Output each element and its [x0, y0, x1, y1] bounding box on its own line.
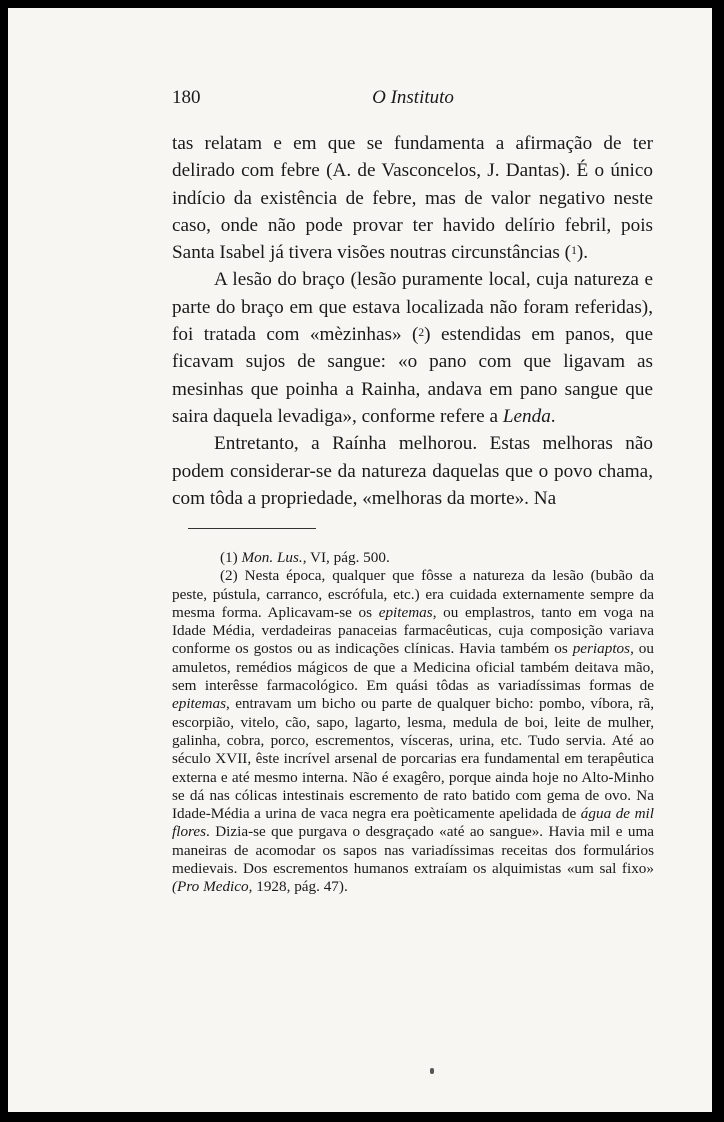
- footnote-2-text-b: , ou emplastros, tanto em voga na Idade Média, verdadeiras panaceias farmacêuticas, cuja composição variava conforme os gostos ou as indicações clínicas. Havia também os: [172, 603, 654, 658]
- paragraph-2: [172, 266, 653, 430]
- footnote-2-text-a: Nesta época, qualquer que fôsse a natureza da lesão (bubão da peste, pústula, carranco, escrófula, etc.) era cuidada externamente sempre da mesma forma. Aplicavam-se os: [172, 567, 655, 621]
- paragraph-2-text-c: .: [550, 405, 556, 427]
- footnote-2-marker: (2): [220, 567, 238, 585]
- page-header: [172, 87, 654, 113]
- paragraph-2-text-a: A lesão do braço (lesão puramente local, cuja natureza e parte do braço em que estava localizada não foram referidas), foi tratada com «mèzinhas» (: [172, 269, 653, 346]
- footnote-2-text-e: . Dizia-se que purgava o desgraçado «até ao sangue». Havia mil e uma maneiras de acomodar os sapos nas variadíssimas receitas dos formulários medievais. Dos escrementos humanos extraíam os alquimistas «um sal fixo»: [172, 823, 654, 878]
- paragraph-1: [172, 130, 653, 266]
- footnote-2-text-d: , entravam um bicho ou parte de qualquer bicho: pombo, víbora, rã, escorpião, vitelo, cão, sapo, lagarto, lesma, medula de boi, leite de mulher, galinha, cobra, porco, escrementos, vísceras, urina, etc. Tudo servia. Até ao século XVII, êste incrível arsenal de porcarias era fundamental em terapêutica externa e até mesmo interna. Não é exagêro, porque ainda hoje no Alto-Minho se dá nas cólicas intestinais escremento de rato batido com gema de ovo. Na Idade-Média a urina de vaca negra era poèticamente apelidada de: [172, 695, 654, 823]
- lenda-title: Lenda: [502, 405, 551, 427]
- book-page: [8, 8, 712, 1112]
- footnote-2-text-c: , ou amuletos, remédios mágicos de que a Medicina oficial também deitava mão, sem interêsse farmacológico. Em quási tôdas as variadíssimas formas de: [172, 640, 654, 695]
- footnote-1: [172, 549, 654, 567]
- footnote-ref-1: 1: [571, 245, 577, 258]
- page-number: 180: [172, 87, 201, 108]
- main-text: [172, 130, 653, 512]
- paragraph-1-end: ).: [576, 242, 589, 264]
- footnote-1-source: Mon. Lus.: [241, 549, 303, 566]
- footnote-2-epitemas-2: epitemas: [172, 695, 226, 713]
- footnote-2-pro-medico: (Pro Medico: [172, 878, 249, 896]
- footnote-1-rest: , VI, pág. 500.: [302, 549, 390, 566]
- footnote-separator: [188, 528, 316, 529]
- paragraph-1-text: tas relatam e em que se fundamenta a afirmação de ter delirado com febre (A. de Vasconcelos, J. Dantas). É o único indício da existência de febre, mas de valor negativo neste caso, onde não pode provar ter havido delírio febril, pois Santa Isabel já tivera visões noutras circunstâncias (: [172, 133, 653, 264]
- footnote-ref-2: 2: [418, 327, 425, 340]
- ink-speck: [430, 1068, 434, 1074]
- paragraph-2-text-b: ) estendidas em panos, que ficavam sujos de sangue: «o pano com que ligavam as mesinhas que poinha a Rainha, andava em pano sangue que saira daquela levadiga», conforme refere a: [172, 324, 653, 427]
- footnote-2-agua: água de mil flores: [172, 805, 654, 841]
- footnotes: [172, 549, 654, 897]
- paragraph-3: Entretanto, a Raínha melhorou. Estas melhoras não podem considerar-se da natureza daquelas que o povo chama, com tôda a propriedade, «melhoras da morte». Na: [172, 433, 653, 509]
- footnote-2-epitemas-1: epitemas: [378, 603, 433, 621]
- footnote-2: [172, 567, 654, 896]
- footnote-2-text-f: , 1928, pág. 47).: [248, 878, 348, 896]
- footnote-2-periaptos: periaptos: [572, 640, 631, 658]
- footnote-1-marker: (1): [220, 549, 238, 566]
- running-title: O Instituto: [372, 87, 454, 108]
